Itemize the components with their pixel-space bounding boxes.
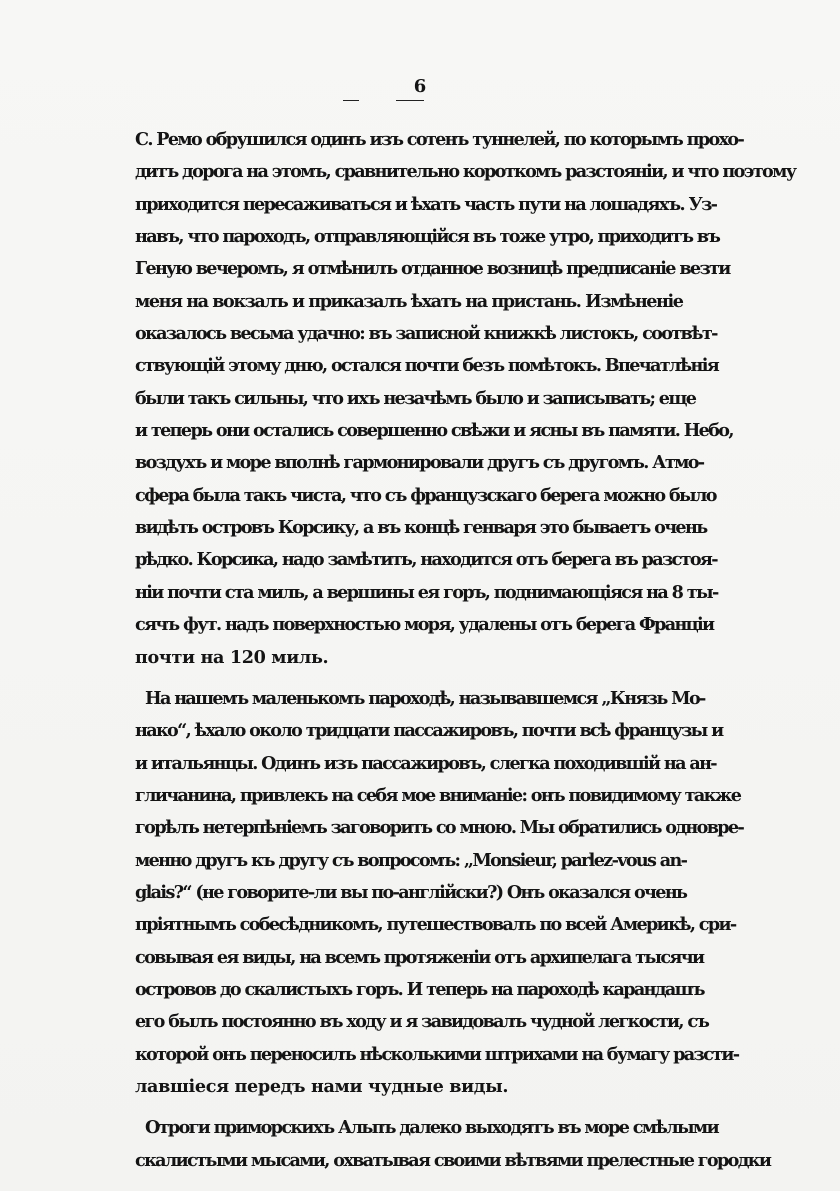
text-line: горѣлъ нетерпѣнiемъ заговорить со мною. Мы обратились одновре- (135, 817, 744, 839)
text-line: оказалось весьма удачно: въ записной книжкѣ листокъ, соотвѣт- (135, 323, 717, 345)
header-rule-right (396, 100, 424, 101)
text-line: glais?“ (не говорите-ли вы по-англiйски?) Онъ оказался очень (135, 881, 687, 903)
text-line: ствующiй этому дню, остался почти безъ помѣтокъ. Впечатлѣнiя (135, 355, 719, 377)
text-line: Отроги приморскихъ Альпъ далеко выходятъ въ море смѣлыми (145, 1117, 718, 1139)
text-line: скалистыми мысами, охватывая своими вѣтвями прелестные городки (135, 1149, 771, 1171)
text-line: совывая ея виды, на всемъ протяженiи отъ архипелага тысячи (135, 946, 704, 968)
text-line: нiи почти ста миль, а вершины ея горъ, поднимающiяся на 8 ты- (135, 581, 718, 603)
paragraph-2 (135, 683, 744, 1103)
page-number: 6 (413, 76, 427, 97)
text-line: видѣть островъ Корсику, а въ концѣ генваря это бываетъ очень (135, 517, 707, 539)
text-line: которой онъ переносилъ нѣсколькими штрихами на бумагу разсти- (135, 1043, 739, 1065)
text-line: сфера была такъ чиста, что съ французскаго берега можно было (135, 484, 716, 506)
text-line: сячъ фут. надъ поверхностью моря, удалены отъ берега Францiи (135, 614, 714, 636)
text-line: воздухъ и море вполнѣ гармонировали другъ съ другомъ. Атмо- (135, 452, 704, 474)
paragraph-1 (135, 124, 796, 674)
text-line: Генyю вечеромъ, я отмѣнилъ отданное возницѣ предписанiе везти (135, 258, 730, 280)
paragraph-gap (135, 674, 681, 683)
text-line: почти на 120 миль. (135, 646, 329, 668)
page-header (0, 76, 840, 97)
text-line: менно другъ къ другу съ вопросомъ: „Monsieur, parlez-vous an- (135, 849, 687, 871)
text-line: его былъ постоянно въ ходу и я завидовалъ чудной легкости, съ (135, 1011, 709, 1033)
text-line: лавшiеся передъ нами чудные виды. (135, 1075, 509, 1097)
text-line: островов до скалистыхъ горъ. И теперь на пароходѣ карандашъ (135, 978, 704, 1000)
text-line: С. Ремо обрушился одинъ изъ сотенъ туннелей, по которымъ прохо- (135, 129, 744, 150)
text-line: навъ, что пароходъ, отправляющiйся въ тоже утро, приходитъ въ (135, 226, 720, 248)
text-line: рѣдко. Корсика, надо замѣтить, находится отъ берега въ разстоя- (135, 549, 717, 571)
text-line: и теперь они остались совершенно свѣжи и ясны въ памяти. Небо, (135, 420, 733, 442)
text-line: нако“, ѣхало около тридцати пассажировъ, почти всѣ французы и (135, 720, 723, 742)
text-line: прiятнымъ собесѣдникомъ, путешествовалъ по всей Америкѣ, сри- (135, 914, 736, 936)
paragraph-3 (135, 1112, 771, 1177)
body-text (135, 124, 796, 1177)
text-line: приходится пересаживаться и ѣхать часть пути на лошадяхъ. Уз- (135, 193, 717, 215)
text-line: На нашемъ маленькомъ пароходѣ, называвшемся „Князь Мо- (145, 687, 705, 709)
paragraph-gap (135, 1103, 681, 1112)
text-line: меня на вокзалъ и приказалъ ѣхать на пристань. Измѣненiе (135, 290, 683, 312)
text-line: гличанина, привлекъ на себя мое вниманiе: онъ повидимому также (135, 784, 741, 806)
text-line: были такъ сильны, что ихъ незачѣмъ было и записывать; еще (135, 387, 696, 409)
text-line: и итальянцы. Одинъ изъ пассажировъ, слегка походившiй на ан- (135, 752, 716, 774)
header-rule-left (343, 100, 359, 101)
text-line: дитъ дорога на этомъ, сравнительно короткомъ разстоянiи, и что поэтому (135, 161, 796, 183)
